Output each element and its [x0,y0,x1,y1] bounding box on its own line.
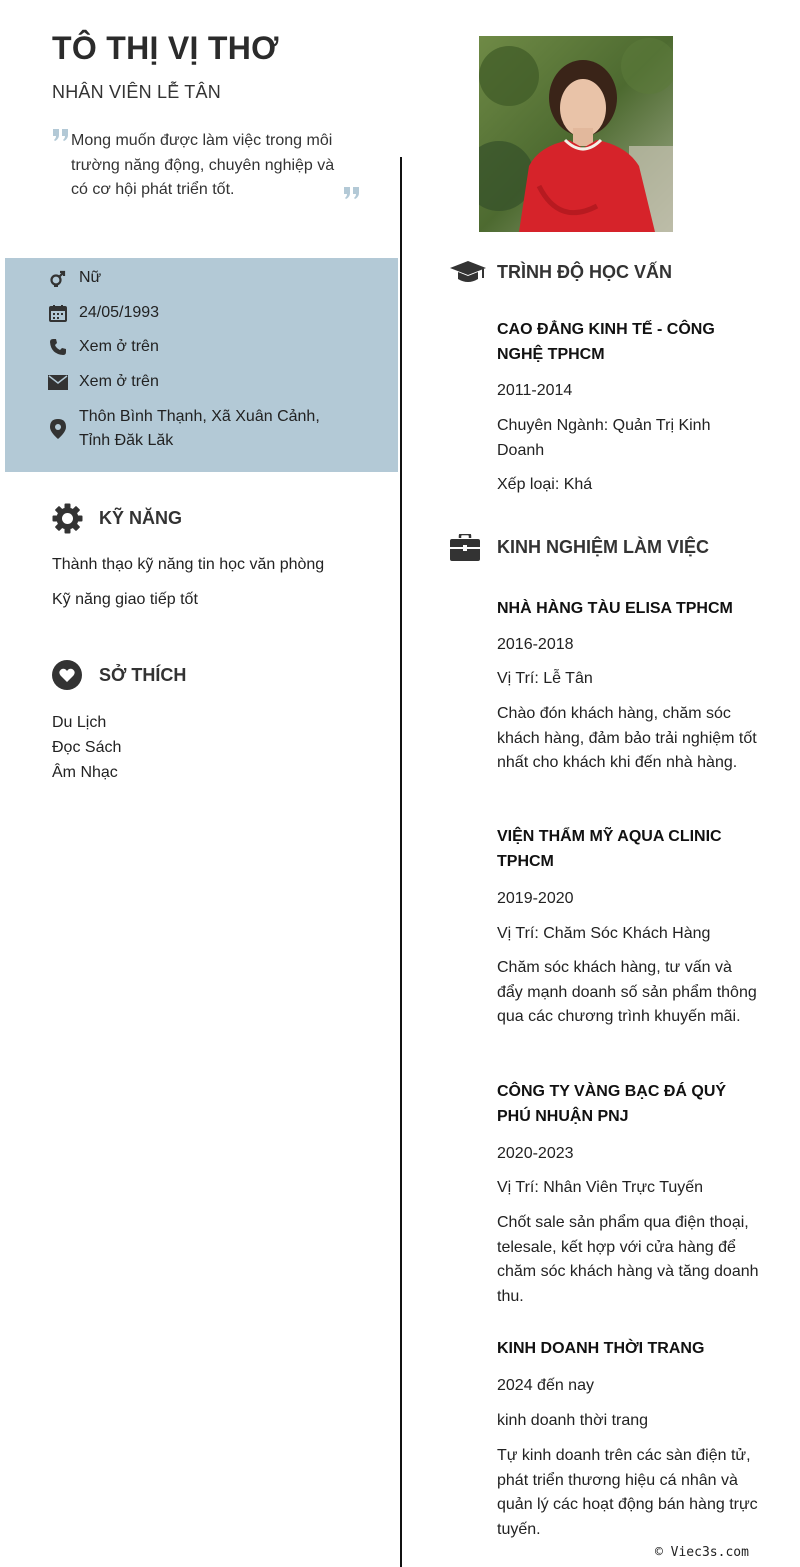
education-title: TRÌNH ĐỘ HỌC VẤN [497,261,672,282]
job-position: Vị Trí: Chăm Sóc Khách Hàng [497,925,711,942]
phone-row [47,335,159,359]
birthday-value: 24/05/1993 [79,304,160,321]
job-position: Vị Trí: Lễ Tân [497,670,593,687]
hobby-item: Đọc Sách [52,739,122,756]
job-years: 2024 đến nay [497,1377,594,1394]
job-description: Chốt sale sản phẩm qua điện thoại, telesale, kết hợp với cửa hàng để chăm sóc khách hàng và tăng doanh thu. [497,1214,759,1305]
school-name: CAO ĐẲNG KINH TẾ - CÔNG NGHỆ TPHCM [497,321,715,363]
briefcase-icon [450,533,480,561]
gender-value: Nữ [79,269,102,286]
company-name: CÔNG TY VÀNG BẠC ĐÁ QUÝ PHÚ NHUẬN PNJ [497,1083,727,1125]
education-grade: Xếp loại: Khá [497,476,593,493]
email-value: Xem ở trên [79,373,159,390]
skills-title: KỸ NĂNG [99,508,183,528]
job-years: 2020-2023 [497,1145,574,1162]
job-position: kinh doanh thời trang [497,1412,649,1429]
education-major: Chuyên Ngành: Quản Trị Kinh Doanh [497,417,711,459]
gear-icon [52,503,83,534]
job-description: Tự kinh doanh trên các sàn điện tử, phát triển thương hiệu cá nhân và quản lý các hoạt động bán hàng trực tuyến. [497,1447,758,1538]
experience-heading [450,533,709,561]
envelope-icon [47,370,69,394]
column-divider [400,157,402,1567]
heart-icon [52,660,82,690]
company-name: KINH DOANH THỜI TRANG [497,1340,705,1357]
email-row [47,370,159,394]
career-objective: Mong muốn được làm việc trong môi trường năng động, chuyên nghiệp và có cơ hội phát triển tốt. [71,132,335,198]
birthday-row [47,301,159,325]
profile-photo [479,36,673,232]
job-position: Vị Trí: Nhân Viên Trực Tuyến [497,1179,704,1196]
job-description: Chăm sóc khách hàng, tư vấn và đẩy mạnh doanh số sản phẩm thông qua các chương trình khuyến mãi. [497,959,757,1025]
gender-icon [47,266,69,290]
hobby-item: Du Lịch [52,714,107,731]
company-name: VIỆN THẨM MỸ AQUA CLINIC TPHCM [497,828,722,870]
job-title: NHÂN VIÊN LỄ TÂN [52,82,221,102]
job-years: 2019-2020 [497,890,574,907]
candidate-name: TÔ THỊ VỊ THƠ [52,30,279,66]
calendar-icon [47,301,69,325]
skills-heading [52,503,182,534]
graduation-cap-icon [450,258,486,286]
address-row [47,405,347,453]
hobby-item: Âm Nhạc [52,764,118,781]
hobbies-title: SỞ THÍCH [99,664,187,685]
location-pin-icon [47,417,69,441]
company-name: NHÀ HÀNG TÀU ELISA TPHCM [497,600,733,617]
experience-title: KINH NGHIỆM LÀM VIỆC [497,536,710,557]
phone-value: Xem ở trên [79,338,159,355]
education-years: 2011-2014 [497,382,573,399]
gender-row [47,266,101,290]
job-description: Chào đón khách hàng, chăm sóc khách hàng, đảm bảo trải nghiệm tốt nhất cho khách khi đến nhà hàng. [497,705,757,771]
address-value: Thôn Bình Thạnh, Xã Xuân Cảnh, Tỉnh Đăk Lăk [79,408,320,449]
job-years: 2016-2018 [497,636,574,653]
open-quote-icon [52,128,69,142]
close-quote-icon [343,186,360,200]
copyright-footer: © Viec3s.com [655,1545,749,1560]
hobbies-heading [52,660,186,690]
skill-item: Thành thạo kỹ năng tin học văn phòng [52,556,325,573]
education-heading [450,258,672,286]
phone-icon [47,335,69,359]
skill-item: Kỹ năng giao tiếp tốt [52,591,198,608]
